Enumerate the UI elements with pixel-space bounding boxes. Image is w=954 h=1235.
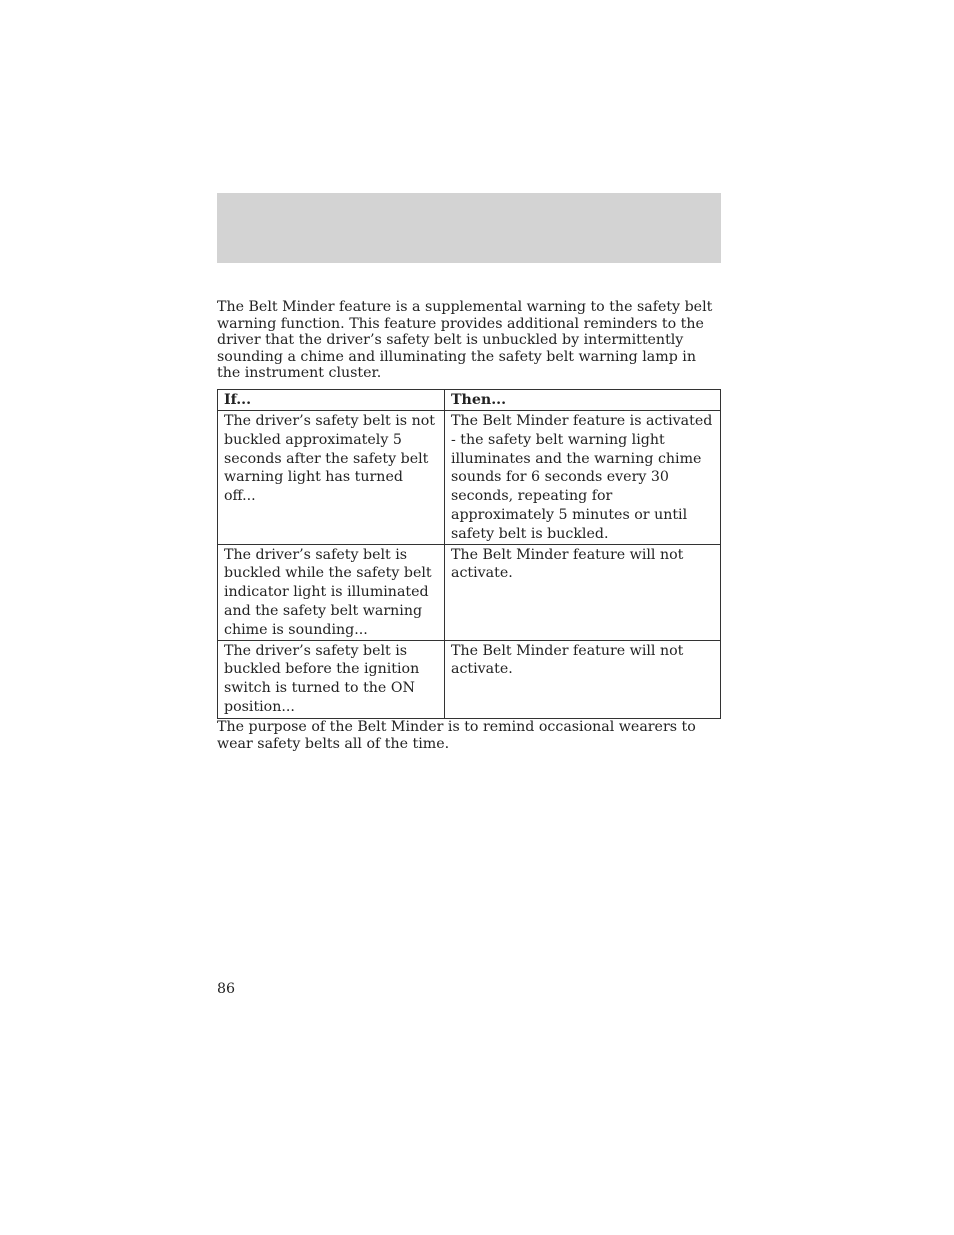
result-cell: The Belt Minder feature is activated - the safety belt warning light illuminates and the warning chime sounds for 6 seconds every 30 seconds, repeating for approximately 5 minutes or until safety belt is buckled. (445, 411, 721, 545)
column-header-if: If... (218, 390, 445, 411)
column-header-then: Then... (445, 390, 721, 411)
condition-cell: The driver’s safety belt is not buckled approximately 5 seconds after the safety belt warning light has turned off... (218, 411, 445, 545)
closing-paragraph: The purpose of the Belt Minder is to remind occasional wearers to wear safety belts all of the time. (217, 719, 696, 752)
table-row (218, 544, 721, 640)
condition-cell: The driver’s safety belt is buckled while the safety belt indicator light is illuminated and the safety belt warning chime is sounding... (218, 544, 445, 640)
section-header-band (217, 193, 721, 263)
result-cell: The Belt Minder feature will not activate. (445, 640, 721, 718)
intro-paragraph: The Belt Minder feature is a supplemental warning to the safety belt warning function. This feature provides additional reminders to the driver that the driver’s safety belt is unbuckled by intermittently sounding a chime and illuminating the safety belt warning lamp in the instrument cluster. (217, 299, 713, 381)
table-row (218, 640, 721, 718)
table-row (218, 411, 721, 545)
result-cell: The Belt Minder feature will not activate. (445, 544, 721, 640)
page-number: 86 (217, 981, 236, 997)
belt-minder-table (217, 389, 721, 719)
condition-cell: The driver’s safety belt is buckled before the ignition switch is turned to the ON position... (218, 640, 445, 718)
table-header-row (218, 390, 721, 411)
